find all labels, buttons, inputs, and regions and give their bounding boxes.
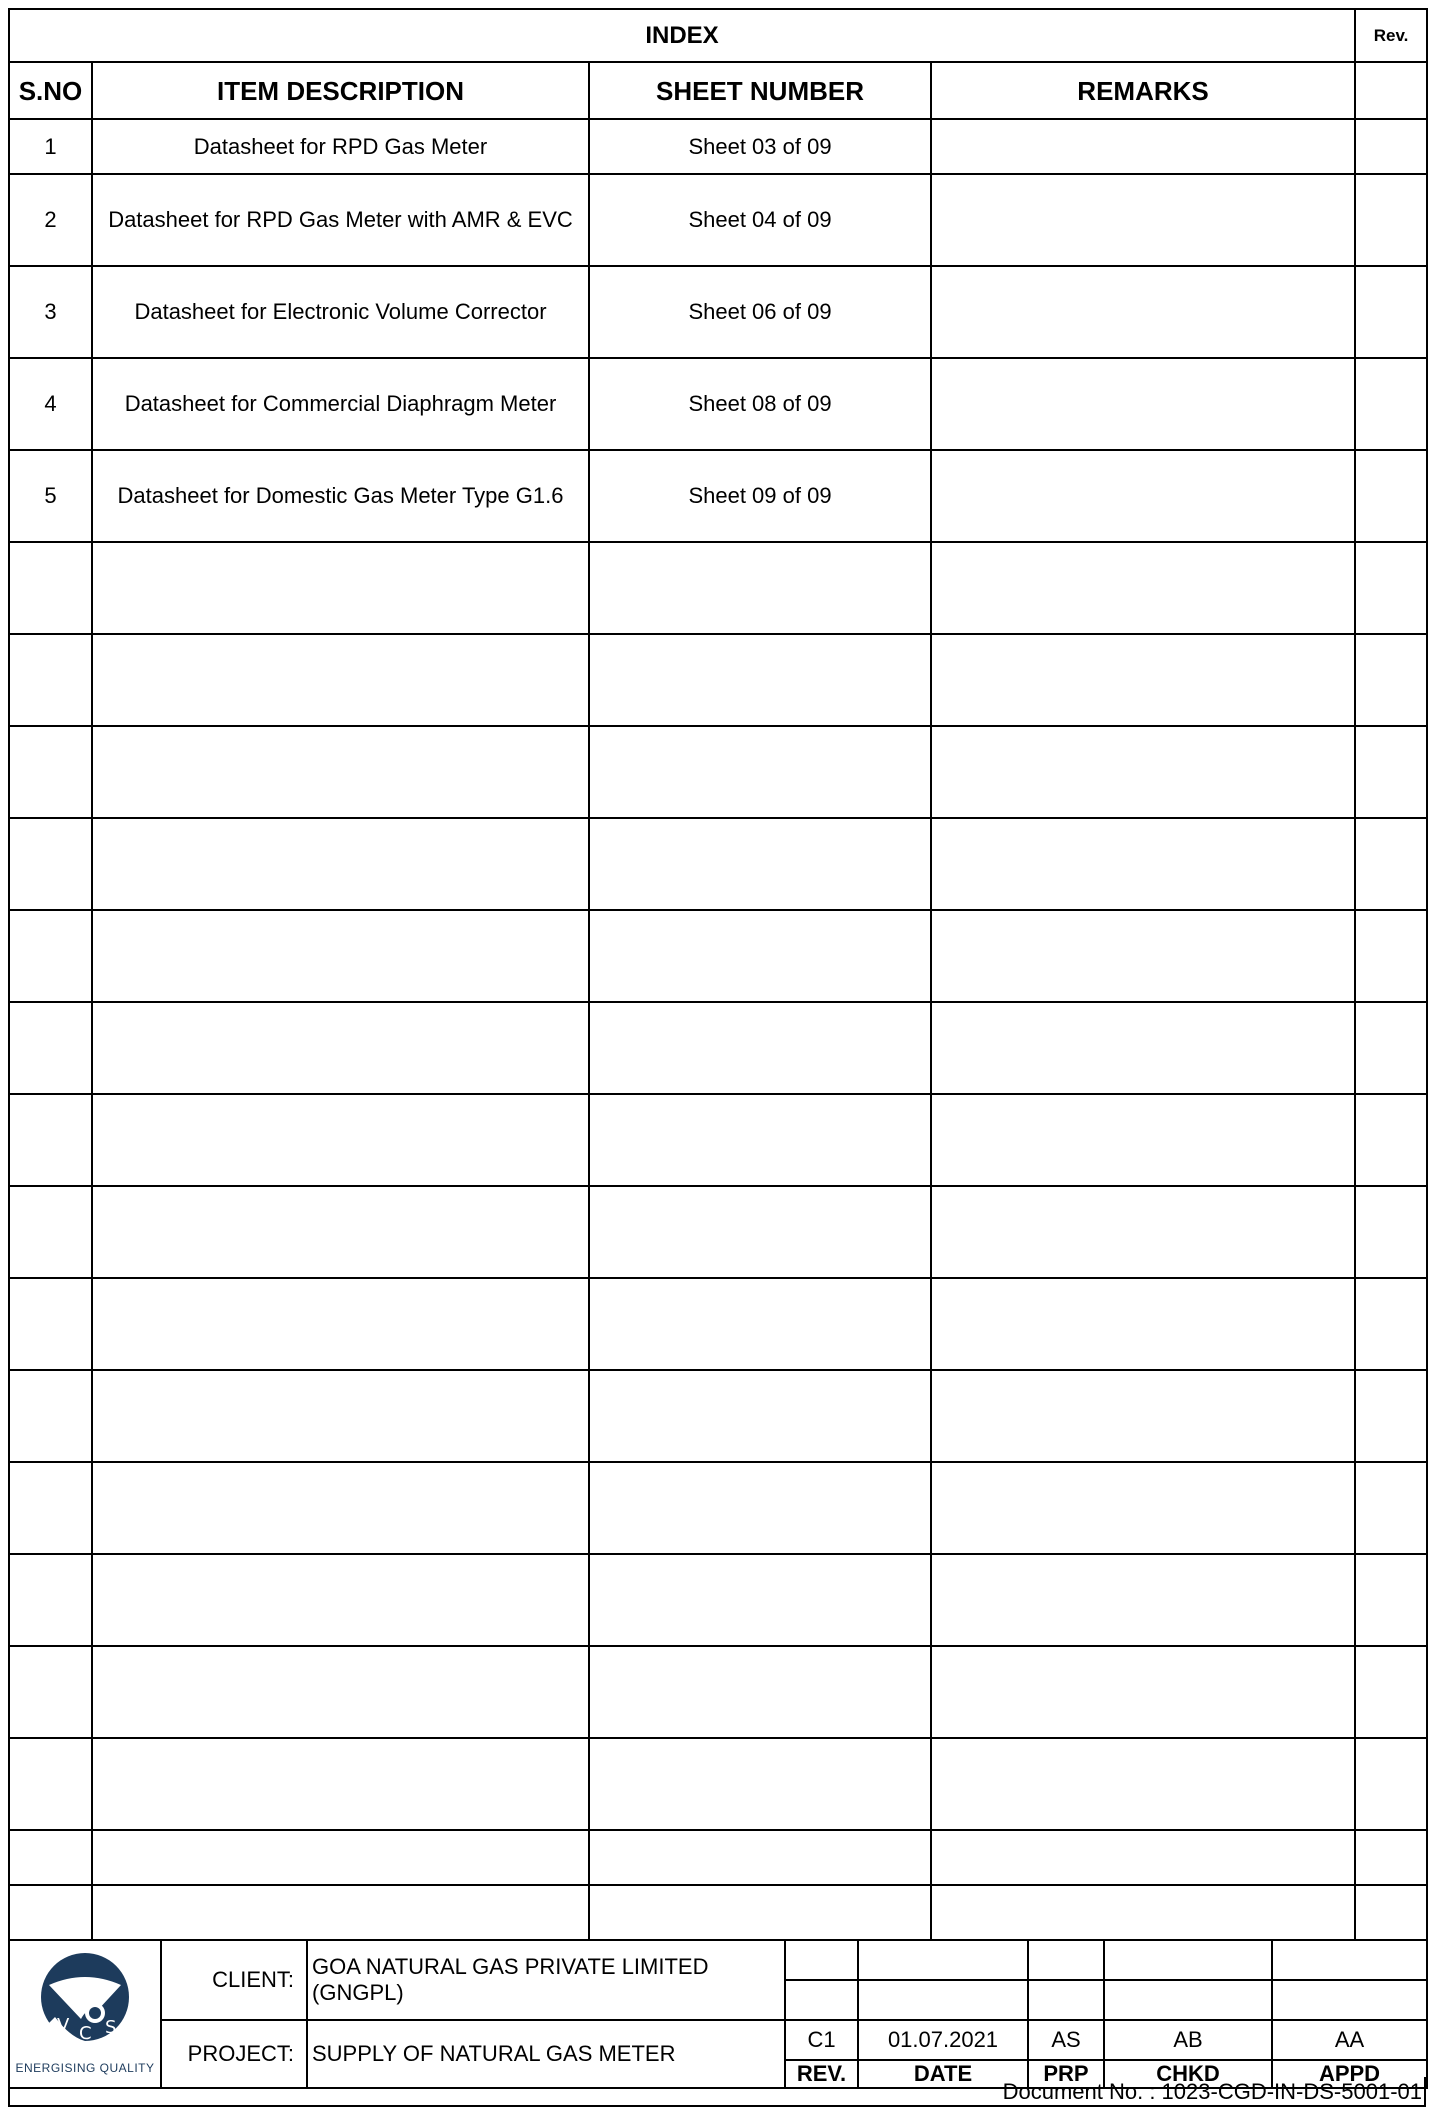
empty-cell <box>589 1738 931 1830</box>
empty-cell <box>1355 1830 1427 1885</box>
empty-cell <box>589 1646 931 1738</box>
empty-cell <box>931 726 1355 818</box>
empty-cell <box>9 542 92 634</box>
empty-cell <box>1355 542 1427 634</box>
empty-cell <box>9 1554 92 1646</box>
row-rev <box>1355 358 1427 450</box>
empty-cell <box>1355 726 1427 818</box>
empty-cell <box>589 1885 931 1940</box>
empty-cell <box>1355 1738 1427 1830</box>
empty-cell <box>9 1646 92 1738</box>
row-rev <box>1355 450 1427 542</box>
empty-cell <box>931 1646 1355 1738</box>
empty-cell <box>92 1554 589 1646</box>
empty-table-row <box>9 1554 1427 1646</box>
empty-cell <box>9 910 92 1002</box>
empty-cell <box>9 1002 92 1094</box>
logo-letter-v: V <box>57 2015 70 2036</box>
empty-cell <box>931 1554 1355 1646</box>
prp-header: PRP <box>1028 2060 1104 2088</box>
empty-cell <box>1355 1094 1427 1186</box>
empty-cell <box>1355 634 1427 726</box>
document-number: Document No. : 1023-CGD-IN-DS-5001-01 <box>8 2077 1426 2107</box>
remarks-header: REMARKS <box>931 62 1355 119</box>
client-value: GOA NATURAL GAS PRIVATE LIMITED (GNGPL) <box>307 1940 785 2020</box>
empty-cell <box>92 1002 589 1094</box>
empty-table-row <box>9 726 1427 818</box>
sno-header: S.NO <box>9 62 92 119</box>
empty-cell <box>931 818 1355 910</box>
empty-cell <box>1355 1554 1427 1646</box>
empty-table-row <box>9 1278 1427 1370</box>
client-label: CLIENT: <box>161 1940 307 2020</box>
chkd-blank-cell <box>1104 1940 1272 1980</box>
empty-cell <box>92 726 589 818</box>
row-sno: 4 <box>9 358 92 450</box>
table-row <box>9 174 1427 266</box>
logo-tagline: ENERGISING QUALITY <box>15 2061 155 2075</box>
empty-cell <box>931 1094 1355 1186</box>
empty-cell <box>931 1885 1355 1940</box>
empty-cell <box>1355 1278 1427 1370</box>
datasheet-index-page <box>8 8 1426 2086</box>
empty-cell <box>589 1830 931 1885</box>
empty-cell <box>589 634 931 726</box>
empty-cell <box>9 726 92 818</box>
empty-cell <box>1355 1002 1427 1094</box>
empty-cell <box>589 1094 931 1186</box>
row-sheet-number: Sheet 03 of 09 <box>589 119 931 174</box>
chkd-header: CHKD <box>1104 2060 1272 2088</box>
vcs-logo-icon <box>25 1947 145 2047</box>
appd-blank-cell <box>1272 1940 1427 1980</box>
row-description: Datasheet for Domestic Gas Meter Type G1.6 <box>92 450 589 542</box>
row-sheet-number: Sheet 08 of 09 <box>589 358 931 450</box>
logo-letter-s: S <box>105 2017 117 2038</box>
empty-cell <box>9 818 92 910</box>
empty-cell <box>9 1885 92 1940</box>
project-row <box>9 2020 1427 2060</box>
empty-cell <box>9 634 92 726</box>
revision-appd: AA <box>1272 2020 1427 2060</box>
empty-cell <box>589 726 931 818</box>
empty-cell <box>1355 910 1427 1002</box>
item-description-header: ITEM DESCRIPTION <box>92 62 589 119</box>
empty-table-row <box>9 1738 1427 1830</box>
chkd-blank-cell <box>1104 1980 1272 2020</box>
empty-cell <box>9 1186 92 1278</box>
empty-cell <box>92 542 589 634</box>
empty-table-row <box>9 1186 1427 1278</box>
table-row <box>9 119 1427 174</box>
empty-cell <box>931 634 1355 726</box>
row-description: Datasheet for RPD Gas Meter with AMR & EVC <box>92 174 589 266</box>
row-description: Datasheet for RPD Gas Meter <box>92 119 589 174</box>
row-sheet-number: Sheet 09 of 09 <box>589 450 931 542</box>
empty-table-row <box>9 1646 1427 1738</box>
empty-cell <box>931 1738 1355 1830</box>
row-remarks <box>931 174 1355 266</box>
empty-table-row <box>9 1094 1427 1186</box>
row-sno: 3 <box>9 266 92 358</box>
empty-table-row <box>9 634 1427 726</box>
table-row <box>9 450 1427 542</box>
column-header-row <box>9 62 1427 119</box>
row-remarks <box>931 266 1355 358</box>
rev-header-blank <box>1355 62 1427 119</box>
empty-cell <box>1355 1186 1427 1278</box>
empty-cell <box>92 1370 589 1462</box>
empty-cell <box>92 1186 589 1278</box>
empty-cell <box>931 1370 1355 1462</box>
revision-chkd: AB <box>1104 2020 1272 2060</box>
project-value: SUPPLY OF NATURAL GAS METER <box>307 2020 785 2088</box>
empty-cell <box>589 1186 931 1278</box>
empty-cell <box>1355 1885 1427 1940</box>
empty-cell <box>1355 1370 1427 1462</box>
empty-cell <box>92 1278 589 1370</box>
empty-table-row <box>9 818 1427 910</box>
empty-cell <box>92 1462 589 1554</box>
empty-cell <box>9 1278 92 1370</box>
date-blank-cell <box>858 1980 1028 2020</box>
row-sno: 2 <box>9 174 92 266</box>
row-remarks <box>931 119 1355 174</box>
revision-rev: C1 <box>785 2020 858 2060</box>
rev-blank-cell <box>785 1940 858 1980</box>
row-rev <box>1355 266 1427 358</box>
project-label: PROJECT: <box>161 2020 307 2088</box>
empty-cell <box>1355 1646 1427 1738</box>
empty-cell <box>92 1738 589 1830</box>
prp-blank-cell <box>1028 1980 1104 2020</box>
revision-prp: AS <box>1028 2020 1104 2060</box>
logo-letter-c: C <box>79 2023 92 2044</box>
empty-cell <box>931 1462 1355 1554</box>
empty-cell <box>931 1186 1355 1278</box>
row-sno: 1 <box>9 119 92 174</box>
row-rev <box>1355 119 1427 174</box>
row-description: Datasheet for Commercial Diaphragm Meter <box>92 358 589 450</box>
appd-header: APPD <box>1272 2060 1427 2088</box>
rev-blank-cell <box>785 1980 858 2020</box>
rev-header: REV. <box>785 2060 858 2088</box>
empty-cell <box>589 1370 931 1462</box>
empty-table-row <box>9 1370 1427 1462</box>
table-row <box>9 266 1427 358</box>
empty-cell <box>92 1830 589 1885</box>
empty-cell <box>92 1646 589 1738</box>
empty-cell <box>931 1002 1355 1094</box>
empty-cell <box>9 1094 92 1186</box>
index-title: INDEX <box>9 9 1355 62</box>
empty-cell <box>9 1462 92 1554</box>
table-row <box>9 358 1427 450</box>
empty-table-row <box>9 1885 1427 1940</box>
index-table <box>8 8 1428 1941</box>
empty-cell <box>1355 1462 1427 1554</box>
empty-cell <box>9 1738 92 1830</box>
row-remarks <box>931 450 1355 542</box>
row-sheet-number: Sheet 06 of 09 <box>589 266 931 358</box>
company-logo <box>9 1940 161 2088</box>
empty-table-row <box>9 542 1427 634</box>
empty-cell <box>589 1002 931 1094</box>
empty-table-row <box>9 1830 1427 1885</box>
title-block <box>8 1939 1428 2089</box>
empty-cell <box>92 910 589 1002</box>
row-remarks <box>931 358 1355 450</box>
empty-table-row <box>9 1002 1427 1094</box>
empty-cell <box>1355 818 1427 910</box>
index-title-row <box>9 9 1427 62</box>
empty-cell <box>931 542 1355 634</box>
date-blank-cell <box>858 1940 1028 1980</box>
empty-cell <box>9 1370 92 1462</box>
date-header: DATE <box>858 2060 1028 2088</box>
empty-cell <box>589 542 931 634</box>
appd-blank-cell <box>1272 1980 1427 2020</box>
empty-table-row <box>9 1462 1427 1554</box>
empty-cell <box>931 1830 1355 1885</box>
revision-date: 01.07.2021 <box>858 2020 1028 2060</box>
client-row-top <box>9 1940 1427 1980</box>
empty-cell <box>589 818 931 910</box>
empty-cell <box>589 1278 931 1370</box>
empty-cell <box>931 1278 1355 1370</box>
empty-cell <box>589 1462 931 1554</box>
empty-cell <box>9 1830 92 1885</box>
empty-cell <box>92 818 589 910</box>
row-rev <box>1355 174 1427 266</box>
empty-cell <box>92 1094 589 1186</box>
row-sno: 5 <box>9 450 92 542</box>
empty-cell <box>92 1885 589 1940</box>
prp-blank-cell <box>1028 1940 1104 1980</box>
row-description: Datasheet for Electronic Volume Corrector <box>92 266 589 358</box>
empty-cell <box>589 1554 931 1646</box>
empty-cell <box>931 910 1355 1002</box>
empty-table-row <box>9 910 1427 1002</box>
row-sheet-number: Sheet 04 of 09 <box>589 174 931 266</box>
empty-cell <box>589 910 931 1002</box>
sheet-number-header: SHEET NUMBER <box>589 62 931 119</box>
empty-cell <box>92 634 589 726</box>
rev-column-header: Rev. <box>1355 9 1427 62</box>
